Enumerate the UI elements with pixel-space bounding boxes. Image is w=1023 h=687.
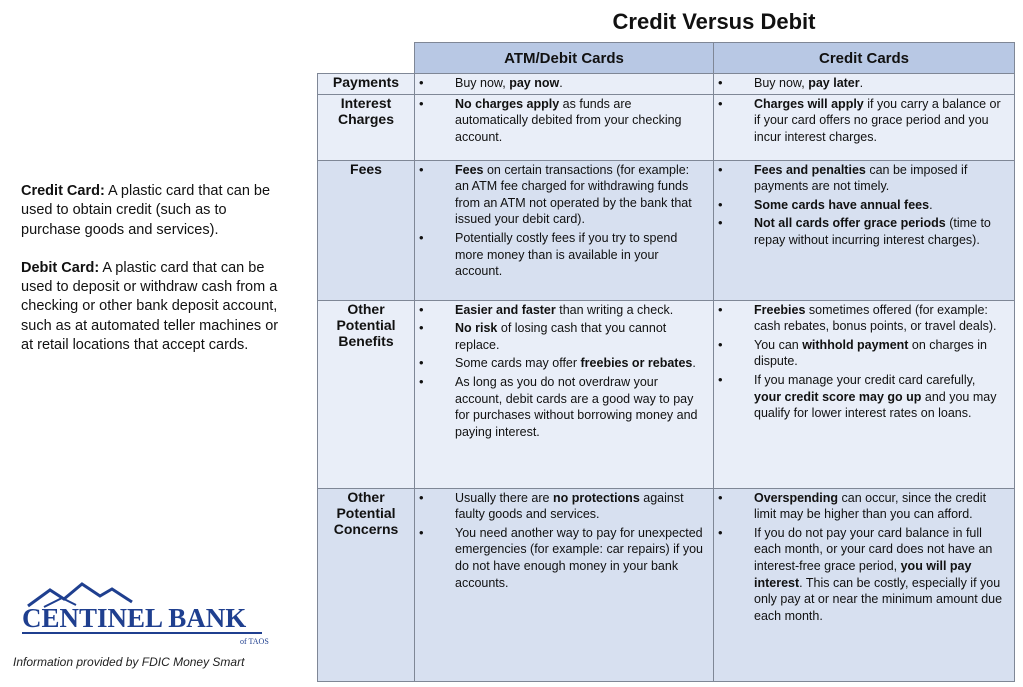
bullet-item [455,162,703,228]
credit-bullet-list [754,162,1004,249]
bullet-text: . [929,197,933,212]
row-label: Fees [318,160,415,300]
row-label: Interest Charges [318,94,415,160]
bullet-item [455,525,703,591]
bullet-emphasis: Easier and faster [455,302,556,317]
debit-cell [415,300,714,488]
bullet-item [455,75,703,92]
bullet-text: . [692,356,696,371]
bullet-emphasis: No charges apply [455,96,560,111]
credit-cell [714,488,1015,681]
bullet-item [754,302,1004,335]
bullet-emphasis: withhold payment [802,337,909,352]
bullet-emphasis: no protections [552,490,640,505]
bullet-text: of losing cash that you cannot replace. [455,321,667,352]
bullet-text: If you do not pay your card balance in full each month, or your card does not have an interest-free grace period, [754,525,993,573]
bullet-text: You can [754,337,803,352]
bullet-item [754,75,1004,92]
row-label: Other Potential Concerns [318,488,415,681]
bullet-text: If you manage your credit card carefully, [754,372,976,387]
bullet-emphasis: your credit score may go up [754,389,922,404]
bullet-text: on charges in dispute. [754,337,987,369]
debit-bullet-list [455,302,703,441]
debit-cell [415,160,714,300]
bullet-text: (time to repay without incurring interest charges). [754,216,991,247]
bullet-text: on certain transactions (for example: an ATM fee charged for withdrawing funds from an ATM not operated by the bank that issued your debit card). [455,162,692,227]
bullet-item [754,96,1004,146]
bullet-emphasis: pay now [509,76,560,90]
credit-card-text: A plastic card that can be used to obtain credit (such as to purchase goods and services). [21,183,271,238]
debit-cell [415,488,714,681]
comparison-table [317,42,1015,682]
bullet-text: against faulty goods and services. [455,490,684,522]
bullet-text: if you carry a balance or if your card offers no grace period and you incur interest charges. [754,96,1001,144]
debit-bullet-list [455,75,703,92]
bullet-emphasis: Overspending [754,490,839,505]
credit-card-definition [21,182,283,240]
bullet-emphasis: Not all cards offer grace periods [754,216,946,231]
debit-bullet-list [455,490,703,592]
logo-sub: of TAOS [240,637,269,646]
bank-logo [20,580,270,650]
table-row [318,300,1015,488]
debit-bullet-list [455,96,703,146]
bullet-text: can be imposed if payments are not timely. [754,162,968,194]
logo-name: CENTINEL BANK [22,603,247,633]
header-blank [318,43,415,74]
bullet-item [455,320,703,353]
bullet-emphasis: Fees and penalties [754,162,866,177]
bullet-emphasis: No risk [455,321,498,336]
bullet-item [754,162,1004,195]
table-row [318,74,1015,95]
bullet-text: can occur, since the credit limit may be higher than you can afford. [754,490,987,522]
bullet-item [754,337,1004,370]
bullet-item [455,230,703,280]
debit-card-definition [21,259,283,355]
debit-card-term: Debit Card: [21,259,100,276]
page-title: Credit Versus Debit [612,9,816,34]
bullet-text: Buy now, [455,76,510,90]
bullet-emphasis: Charges will apply [754,96,864,111]
bullet-emphasis: Some cards have annual fees [754,197,930,212]
credit-cell [714,74,1015,95]
table-row [318,488,1015,681]
table-row [318,94,1015,160]
bullet-item [455,302,703,319]
credit-cell [714,94,1015,160]
bullet-text: sometimes offered (for example: cash rebates, bonus points, or travel deals). [754,302,997,334]
bullet-text: and you may qualify for lower interest rates on loans. [754,389,997,421]
bullet-text: Buy now, [754,76,809,90]
credit-bullet-list [754,96,1004,146]
bullet-item [754,490,1004,523]
bullet-item [754,372,1004,422]
bullet-item [455,374,703,440]
bullet-text: Potentially costly fees if you try to spend more money than is available in your account. [455,230,678,279]
header-debit: ATM/Debit Cards [415,43,714,74]
debit-card-text: A plastic card that can be used to deposit or withdraw cash from a checking or other bank deposit account, such as at automated teller machines or at retail locations that accept cards. [21,259,279,354]
table-header-row [318,43,1015,74]
row-label: Other Potential Benefits [318,300,415,488]
bullet-item [455,96,703,146]
bullet-text: . [859,76,864,90]
credit-cell [714,300,1015,488]
bullet-emphasis: you will pay interest [754,558,972,590]
bullet-text: . This can be costly, especially if you only pay at or near the minimum amount due each month. [754,575,1003,623]
bullet-text: as funds are automatically debited from your checking account. [455,96,682,144]
debit-cell [415,94,714,160]
source-note: Information provided by FDIC Money Smart [13,655,245,669]
credit-card-term: Credit Card: [21,183,105,199]
bullet-text: than writing a check. [555,302,674,317]
credit-bullet-list [754,490,1004,625]
bullet-item [455,490,703,523]
bullet-text: Usually there are [455,490,553,505]
bullet-emphasis: Freebies [754,302,806,317]
credit-bullet-list [754,302,1004,422]
debit-bullet-list [455,162,703,280]
credit-cell [714,160,1015,300]
bullet-emphasis: pay later [808,76,860,90]
bullet-text: As long as you do not overdraw your account, debit cards are a good way to pay for purchases without borrowing money and paying interest. [455,374,698,439]
mountains-icon [20,580,270,650]
table-row [318,160,1015,300]
bullet-emphasis: freebies or rebates [580,356,693,371]
debit-cell [415,74,714,95]
bullet-item [455,355,703,372]
credit-bullet-list [754,75,1004,92]
definitions [21,182,283,374]
bullet-text: . [559,76,563,90]
bullet-text: You need another way to pay for unexpected emergencies (for example: car repairs) if you do not have enough money in your bank accounts. [455,525,704,590]
row-label: Payments [318,74,415,95]
bullet-item [754,215,1004,248]
bullet-emphasis: Fees [455,162,484,177]
header-credit: Credit Cards [714,43,1015,74]
bullet-item [754,197,1004,214]
bullet-text: Some cards may offer [455,356,581,371]
bullet-item [754,525,1004,625]
